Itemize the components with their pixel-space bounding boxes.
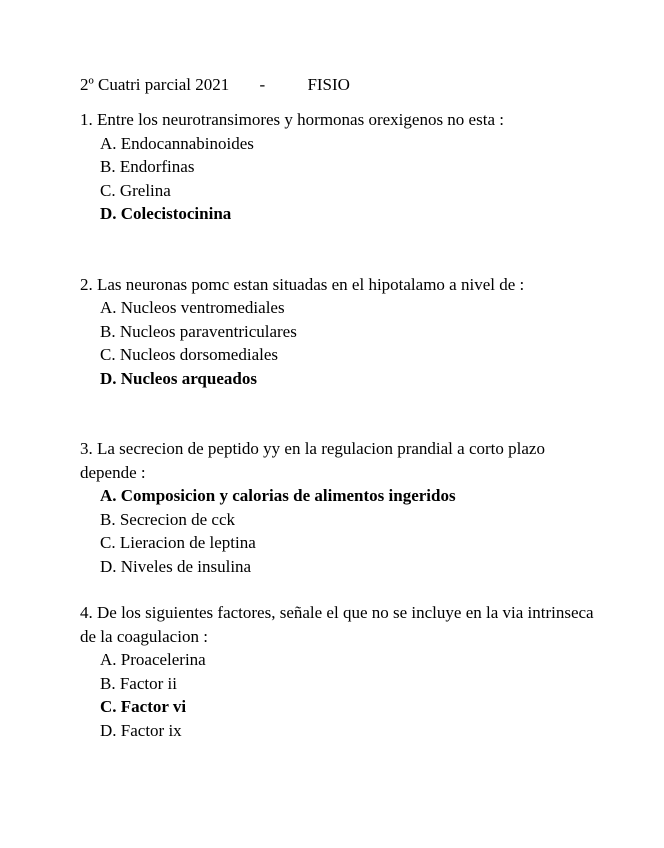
option-c <box>100 179 600 203</box>
question-stem: 2. Las neuronas pomc estan situadas en el hipotalamo a nivel de : <box>80 274 525 294</box>
option-a <box>100 648 600 672</box>
option-text: Composicion y calorias de alimentos ingeridos <box>120 486 456 505</box>
option-label: C. <box>100 180 120 200</box>
option-c <box>100 695 600 719</box>
exam-page <box>80 72 600 742</box>
option-text: Lieracion de leptina <box>119 533 256 552</box>
option-label: A. <box>100 133 121 153</box>
option-b <box>100 508 600 532</box>
option-text: Proacelerina <box>120 650 206 669</box>
option-b <box>100 320 600 344</box>
option-d <box>100 367 600 391</box>
option-label: D. <box>100 204 121 223</box>
option-a <box>100 484 600 508</box>
option-text: Factor ix <box>120 720 182 740</box>
option-text: Secrecion de cck <box>119 509 236 529</box>
option-text: Nucleos arqueados <box>120 368 257 388</box>
option-text: Grelina <box>119 180 171 200</box>
option-d <box>100 719 600 743</box>
option-label: A. <box>100 486 121 505</box>
header-separator: - <box>259 75 266 94</box>
option-d <box>100 555 600 579</box>
option-list <box>80 484 600 578</box>
option-label: B. <box>100 321 120 341</box>
question-3 <box>80 437 600 578</box>
option-text: Factor ii <box>119 673 177 693</box>
option-label: B. <box>100 673 120 693</box>
option-b <box>100 155 600 179</box>
option-text: Nucleos dorsomediales <box>119 345 278 364</box>
option-label: C. <box>100 345 120 364</box>
option-label: D. <box>100 368 121 388</box>
question-1 <box>80 108 600 226</box>
option-label: B. <box>100 157 120 176</box>
exam-subject: FISIO <box>307 75 350 94</box>
option-d <box>100 202 600 226</box>
option-text: Nucleos ventromediales <box>120 298 285 317</box>
exam-title: 2º Cuatri parcial 2021 <box>80 75 230 94</box>
option-c <box>100 343 600 367</box>
option-label: A. <box>100 650 121 669</box>
option-list <box>80 296 600 390</box>
option-label: C. <box>100 533 120 552</box>
option-label: A. <box>100 298 121 317</box>
exam-header <box>80 72 600 98</box>
question-stem: 4. De los siguientes factores, señale el que no se incluye en la via intrinseca de la coagulacion : <box>80 603 594 646</box>
option-label: B. <box>100 509 120 529</box>
option-b <box>100 672 600 696</box>
option-text: Colecistocinina <box>120 204 232 223</box>
option-label: C. <box>100 697 121 716</box>
option-text: Factor vi <box>120 697 187 716</box>
option-text: Endorfinas <box>119 157 195 176</box>
question-stem: 1. Entre los neurotransimores y hormonas orexigenos no esta : <box>80 110 504 129</box>
option-c <box>100 531 600 555</box>
option-list <box>80 132 600 226</box>
option-a <box>100 296 600 320</box>
question-2 <box>80 273 600 391</box>
option-text: Nucleos paraventriculares <box>119 321 297 341</box>
option-text: Endocannabinoides <box>120 133 254 153</box>
option-list <box>80 648 600 742</box>
question-stem: 3. La secrecion de peptido yy en la regulacion prandial a corto plazo depende : <box>80 439 545 482</box>
option-a <box>100 132 600 156</box>
question-4 <box>80 601 600 742</box>
option-label: D. <box>100 556 121 576</box>
option-label: D. <box>100 720 121 740</box>
option-text: Niveles de insulina <box>120 556 252 576</box>
